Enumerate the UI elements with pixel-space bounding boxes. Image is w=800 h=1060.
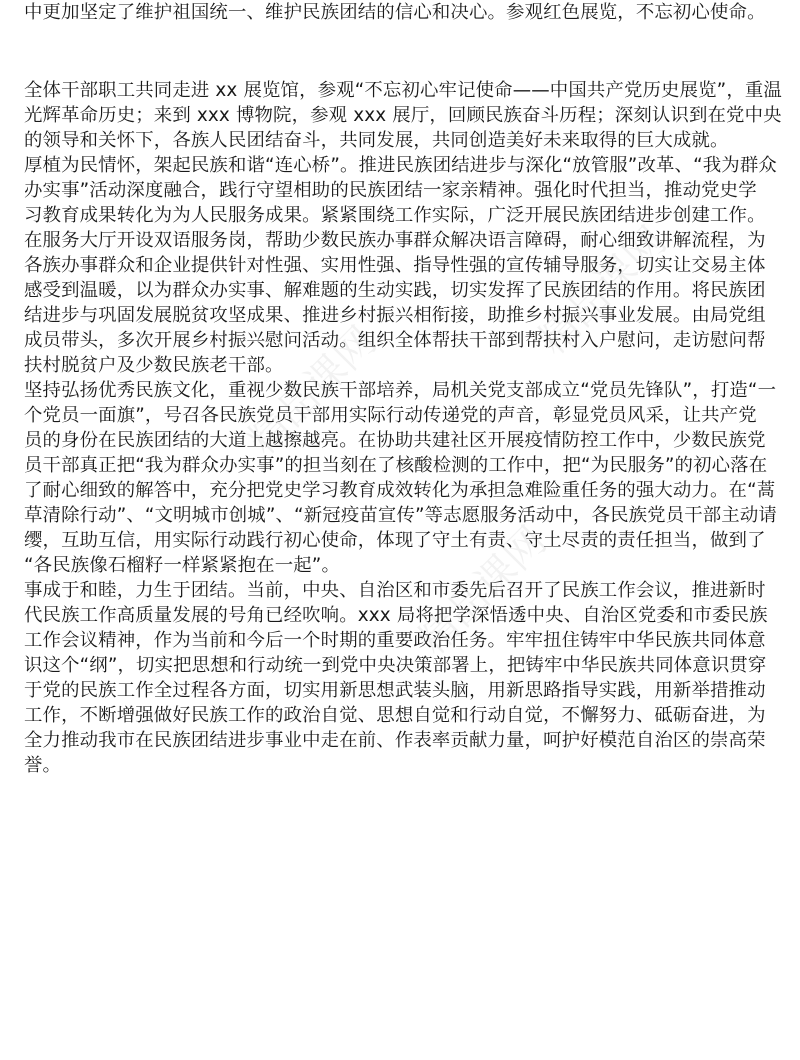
text-line: “各民族像石榴籽一样紧紧抱在一起”。 bbox=[24, 555, 341, 576]
text-line: 员的身份在民族团结的大道上越擦越亮。在协助共建社区开展疫情防控工作中，少数民族党 bbox=[24, 430, 766, 451]
text-line: 全体干部职工共同走进 xx 展览馆，参观“不忘初心牢记使命——中国共产党历史展览”，重温 bbox=[24, 80, 782, 101]
text-line: 草清除行动”、“文明城市创城”、“新冠疫苗宣传”等志愿服务活动中，各民族党员干部主动请 bbox=[24, 505, 777, 526]
text-line: 光辉革命历史；来到 xxx 博物院，参观 xxx 展厅，回顾民族奋斗历程；深刻认识到在党中央 bbox=[24, 105, 782, 126]
text-line: 了耐心细致的解答中，充分把党史学习教育成效转化为承担急难险重任务的强大动力。在“蒿 bbox=[24, 480, 776, 501]
text-line: 感受到温暖，以为群众办实事、解难题的生动实践，切实发挥了民族团结的作用。将民族团 bbox=[24, 280, 766, 301]
text-line: 于党的民族工作全过程各方面，切实用新思想武装头脑，用新思路指导实践，用新举措推动 bbox=[24, 680, 766, 701]
text-line: 员干部真正把“我为群众办实事”的担当刻在了核酸检测的工作中，把“为民服务”的初心落在 bbox=[24, 455, 768, 476]
text-line: 厚植为民情怀，架起民族和谐“连心桥”。推进民族团结进步与深化“放管服”改革、“我为群众 bbox=[24, 155, 777, 176]
text-line: 成员带头，多次开展乡村振兴慰问活动。组织全体帮扶干部到帮扶村入户慰问，走访慰问帮 bbox=[24, 330, 766, 351]
text-line: 识这个“纲”，切实把思想和行动统一到党中央决策部署上，把铸牢中华民族共同体意识贯穿 bbox=[24, 655, 767, 676]
text-line: 全力推动我市在民族团结进步事业中走在前、作表率贡献力量，呵护好模范自治区的崇高荣 bbox=[24, 730, 766, 751]
text-line: 习教育成果转化为为人民服务成果。紧紧围绕工作实际，广泛开展民族团结进步创建工作。 bbox=[24, 205, 766, 226]
text-line: 办实事”活动深度融合，践行守望相助的民族团结一家亲精神。强化时代担当，推动党史学 bbox=[24, 180, 757, 201]
watermark: 精品课网 bbox=[529, 218, 676, 364]
text-line: 工作，不断增强做好民族工作的政治自觉、思想自觉和行动自觉，不懈努力、砥砺奋进，为 bbox=[24, 705, 766, 726]
text-line: 缨，互助互信，用实际行动践行初心使命，体现了守土有责、守土尽责的责任担当，做到了 bbox=[24, 530, 766, 551]
text-line: 代民族工作高质量发展的号角已经吹响。xxx 局将把学深悟透中央、自治区党委和市委民族 bbox=[24, 605, 768, 626]
text-line: 誉。 bbox=[24, 755, 62, 776]
text-line: 事成于和睦，力生于团结。当前，中央、自治区和市委先后召开了民族工作会议，推进新时 bbox=[24, 580, 766, 601]
text-line: 结进步与巩固发展脱贫攻坚成果、推进乡村振兴相衔接，助推乡村振兴事业发展。由局党组 bbox=[24, 305, 766, 326]
text-line: 工作会议精神，作为当前和今后一个时期的重要政治任务。牢牢扭住铸牢中华民族共同体意 bbox=[24, 630, 766, 651]
text-line: 坚持弘扬优秀民族文化，重视少数民族干部培养，局机关党支部成立“党员先锋队”，打造“一 bbox=[24, 380, 777, 401]
watermark: 精品课网 bbox=[239, 318, 386, 464]
text-line: 在服务大厅开设双语服务岗，帮助少数民族办事群众解决语言障碍，耐心细致讲解流程，为 bbox=[24, 230, 766, 251]
text-line: 各族办事群众和企业提供针对性强、实用性强、指导性强的宣传辅导服务，切实让交易主体 bbox=[24, 255, 766, 276]
text-line: 中更加坚定了维护祖国统一、维护民族团结的信心和决心。参观红色展览，不忘初心使命。 bbox=[24, 2, 766, 23]
text-line: 扶村脱贫户及少数民族老干部。 bbox=[24, 355, 284, 376]
text-line: 个党员一面旗”，号召各民族党员干部用实际行动传递党的声音，彰显党员风采，让共产党 bbox=[24, 405, 757, 426]
text-line: 的领导和关怀下，各族人民团结奋斗，共同发展，共同创造美好未来取得的巨大成就。 bbox=[24, 130, 729, 151]
watermark: 精品课网 bbox=[409, 518, 556, 664]
